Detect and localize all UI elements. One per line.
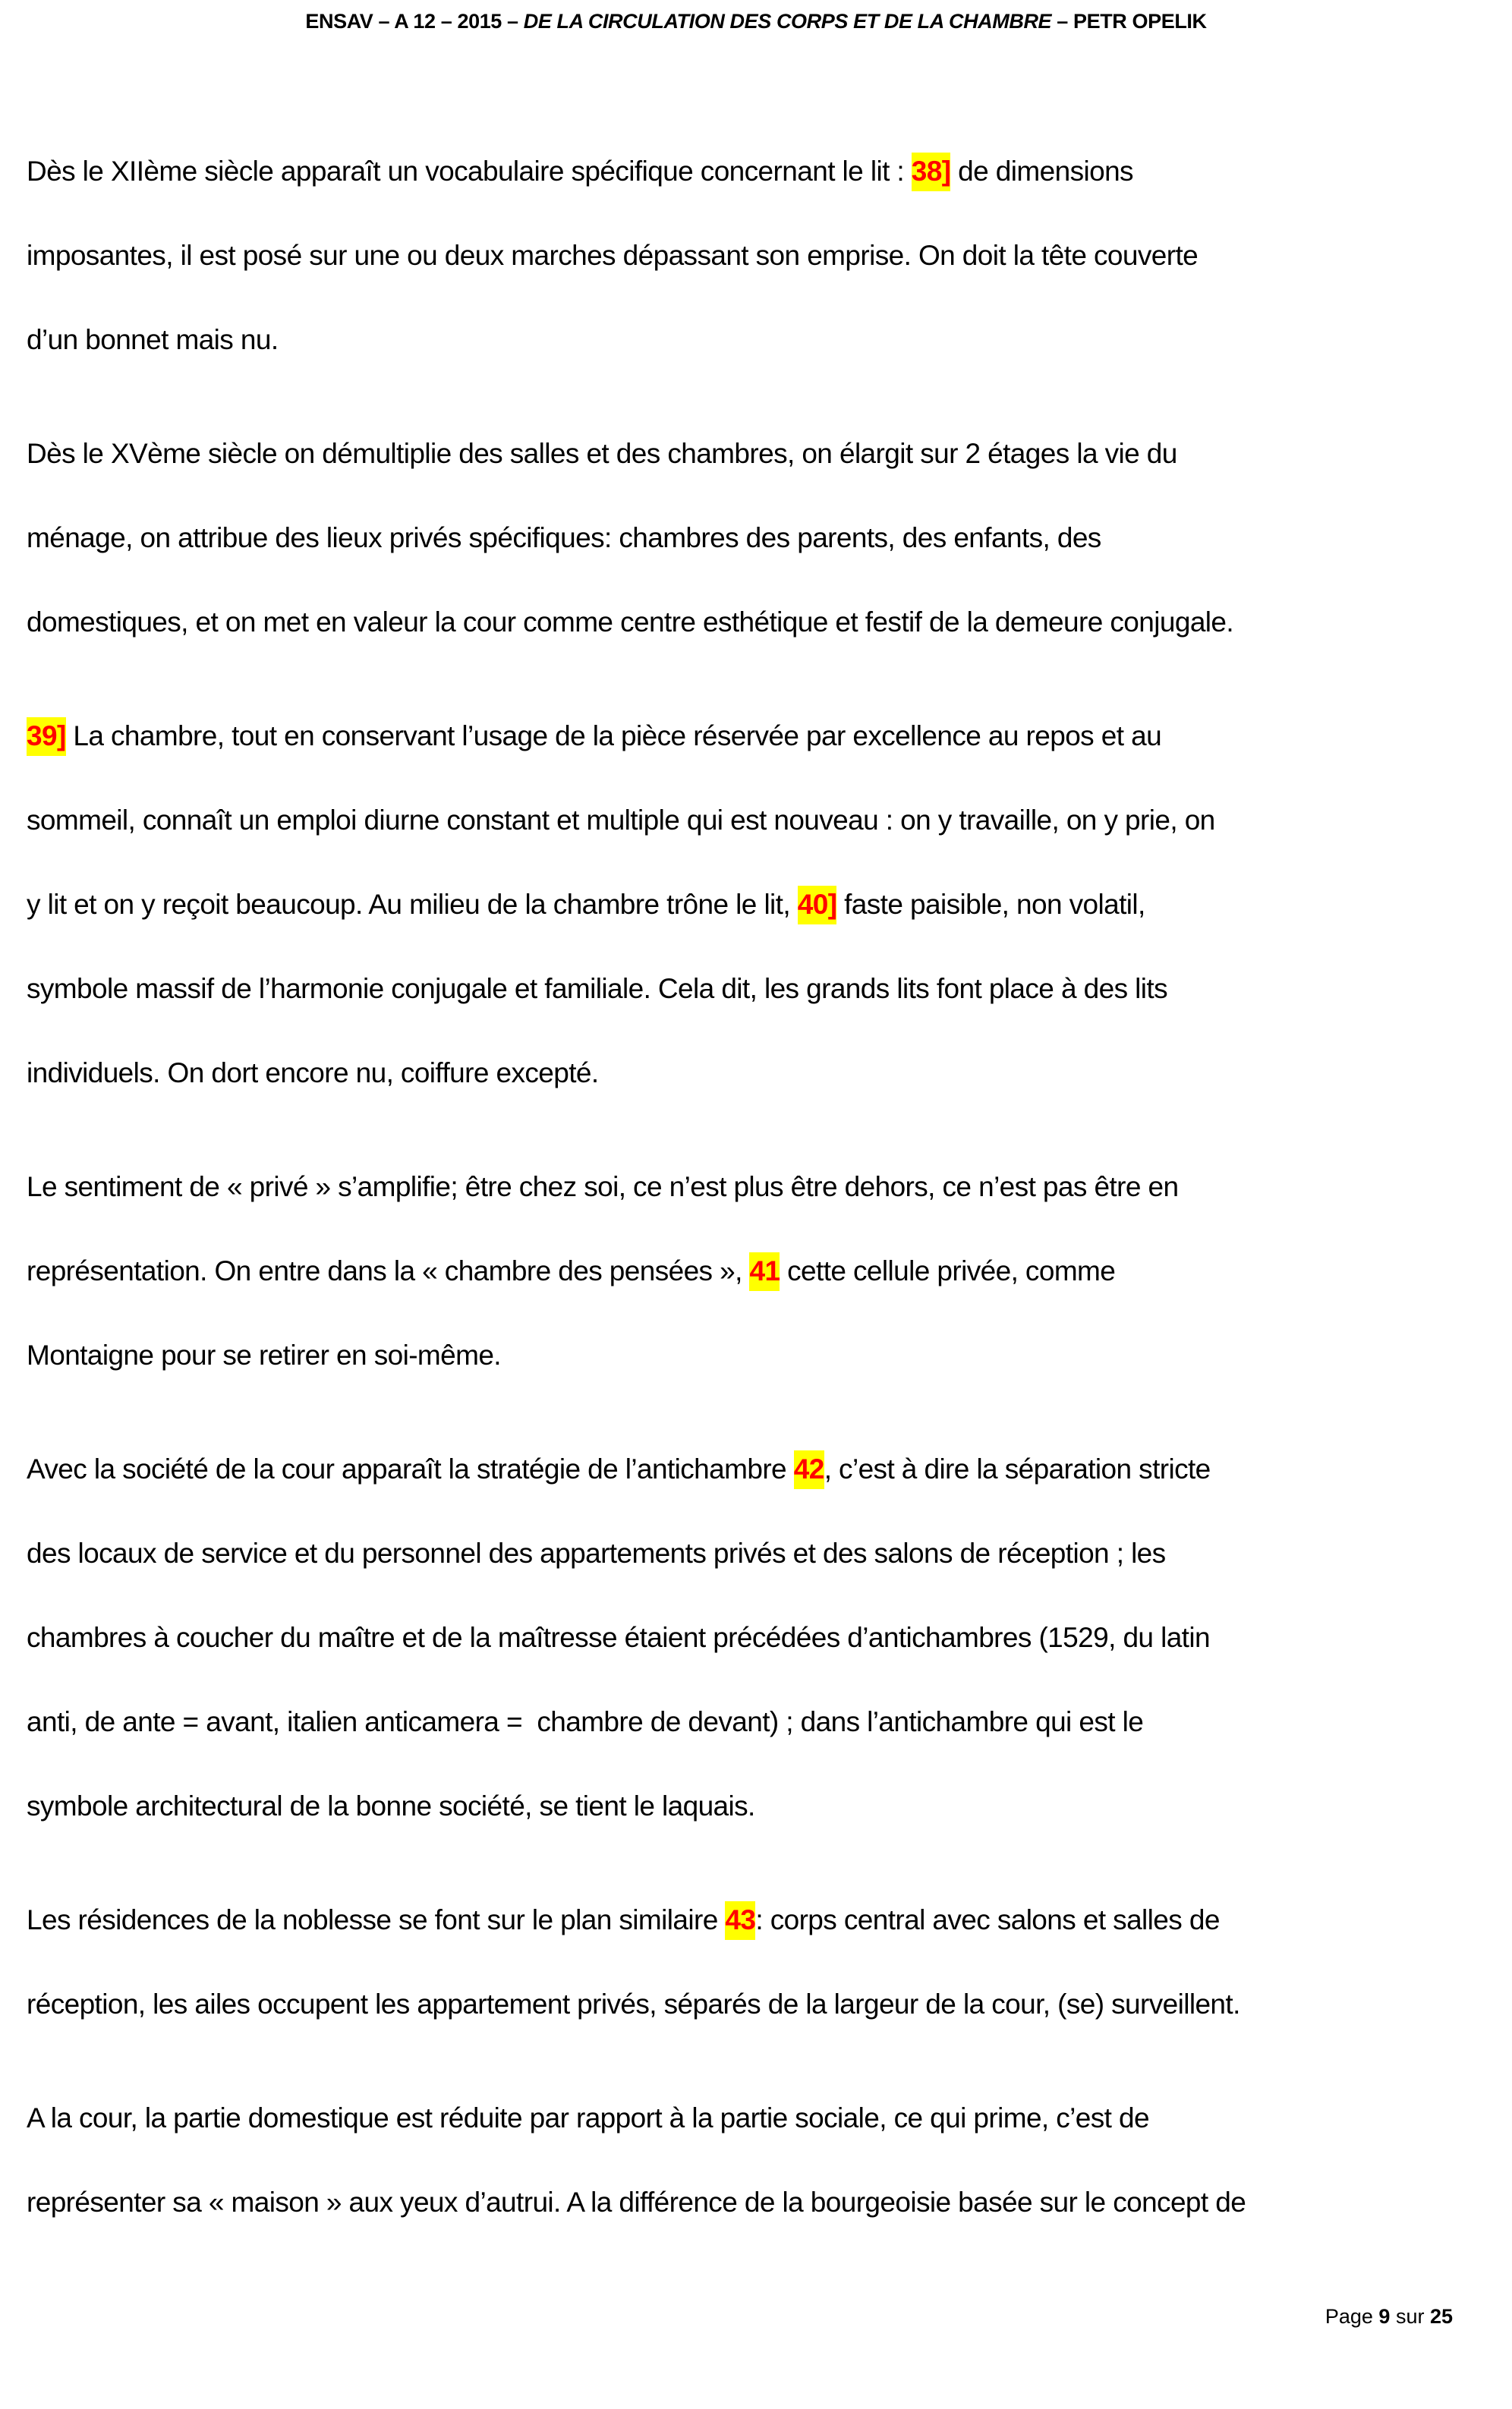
paragraph	[27, 1164, 1484, 1417]
page-label: Page	[1325, 2305, 1379, 2328]
text-line	[27, 1897, 1484, 1982]
paragraph	[27, 713, 1484, 1135]
text-line: des locaux de service et du personnel des appartements privés et des salons de réception ; les	[27, 1538, 1166, 1569]
figure-reference-39: 39]	[27, 717, 66, 756]
text-line: Dès le XVème siècle on démultiplie des salles et des chambres, on élargit sur 2 étages la vie du	[27, 438, 1177, 469]
text-line	[27, 882, 1484, 966]
paragraph	[27, 1447, 1484, 1868]
text-line: imposantes, il est posé sur une ou deux marches dépassant son emprise. On doit la tête couverte	[27, 240, 1199, 271]
text-run: Les résidences de la noblesse se font sur le plan similaire	[27, 1904, 726, 1935]
text-line	[27, 1249, 1484, 1333]
text-line: ménage, on attribue des lieux privés spécifiques: chambres des parents, des enfants, des	[27, 522, 1101, 553]
text-run: , c’est à dire la séparation stricte	[824, 1453, 1211, 1485]
text-line: réception, les ailes occupent les appartement privés, séparés de la largeur de la cour, (se) surveillent.	[27, 1989, 1240, 2020]
page-footer	[1325, 2303, 1453, 2330]
text-line	[27, 1447, 1484, 1531]
text-run: Avec la société de la cour apparaît la stratégie de l’antichambre	[27, 1453, 794, 1485]
text-run: de dimensions	[950, 156, 1133, 187]
text-line	[27, 149, 1484, 233]
text-line: d’un bonnet mais nu.	[27, 324, 279, 355]
figure-reference-38: 38]	[912, 153, 951, 191]
text-line: A la cour, la partie domestique est réduite par rapport à la partie sociale, ce qui prime, c’est de	[27, 2102, 1149, 2133]
document-body	[27, 149, 1484, 2294]
figure-reference-43: 43	[725, 1901, 755, 1940]
text-line: sommeil, connaît un emploi diurne constant et multiple qui est nouveau : on y travaille, on y prie, on	[27, 805, 1215, 836]
text-line: domestiques, et on met en valeur la cour comme centre esthétique et festif de la demeure conjugale.	[27, 606, 1234, 638]
text-line: Montaigne pour se retirer en soi-même.	[27, 1340, 501, 1371]
figure-reference-40: 40]	[798, 886, 837, 924]
text-run: cette cellule privée, comme	[780, 1255, 1116, 1286]
header-school-year: ENSAV – A 12 – 2015 –	[305, 10, 524, 33]
text-run: faste paisible, non volatil,	[836, 889, 1145, 920]
running-header	[0, 6, 1512, 36]
page-number: 9	[1378, 2305, 1391, 2328]
text-line: symbole massif de l’harmonie conjugale et familiale. Cela dit, les grands lits font place à des lits	[27, 973, 1167, 1004]
paragraph	[27, 431, 1484, 684]
text-line: Le sentiment de « privé » s’amplifie; être chez soi, ce n’est plus être dehors, ce n’est pas être en	[27, 1171, 1179, 1202]
text-run: représentation. On entre dans la « chambre des pensées »,	[27, 1255, 750, 1286]
paragraph	[27, 2096, 1484, 2264]
text-run: Dès le XIIème siècle apparaît un vocabulaire spécifique concernant le lit :	[27, 156, 912, 187]
figure-reference-41: 41	[749, 1252, 780, 1291]
page-of-label: sur	[1390, 2305, 1430, 2328]
text-line: chambres à coucher du maître et de la maîtresse étaient précédées d’antichambres (1529, du latin	[27, 1622, 1210, 1653]
header-document-title: DE LA CIRCULATION DES CORPS ET DE LA CHAMBRE	[523, 10, 1052, 33]
text-line	[27, 713, 1484, 798]
text-line: représenter sa « maison » aux yeux d’autrui. A la différence de la bourgeoisie basée sur le concept de	[27, 2187, 1246, 2218]
page-total: 25	[1429, 2305, 1453, 2328]
text-line: symbole architectural de la bonne société, se tient le laquais.	[27, 1790, 755, 1822]
figure-reference-42: 42	[794, 1450, 824, 1489]
paragraph	[27, 1897, 1484, 2066]
header-author: – PETR OPELIK	[1051, 10, 1207, 33]
paragraph	[27, 149, 1484, 402]
text-line: anti, de ante = avant, italien anticamera = chambre de devant) ; dans l’antichambre qui est le	[27, 1706, 1144, 1737]
text-run: La chambre, tout en conservant l’usage de la pièce réservée par excellence au repos et au	[65, 720, 1162, 751]
text-run: y lit et on y reçoit beaucoup. Au milieu de la chambre trône le lit,	[27, 889, 798, 920]
text-line: individuels. On dort encore nu, coiffure excepté.	[27, 1057, 599, 1088]
text-run: : corps central avec salons et salles de	[755, 1904, 1220, 1935]
